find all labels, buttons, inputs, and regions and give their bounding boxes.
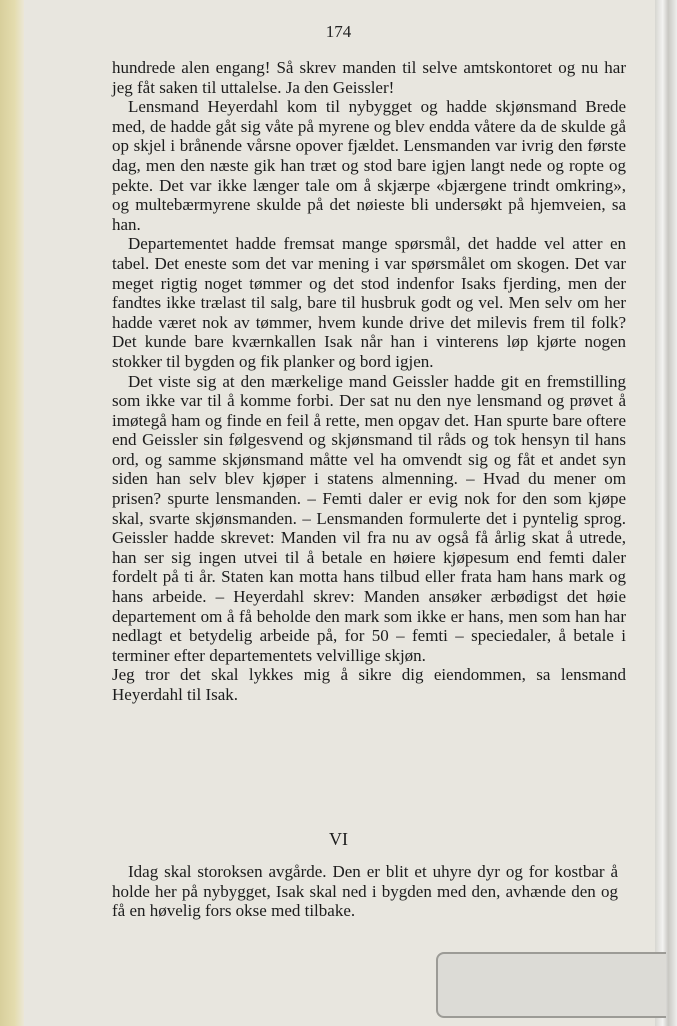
paragraph: hundrede alen engang! Så skrev manden til selve amtskontoret og nu har jeg fåt saken til uttalelse. Ja den Geissler!	[112, 58, 626, 97]
paragraph: Departementet hadde fremsat mange spørsmål, det hadde vel atter en tabel. Det eneste som det var mening i var spørsmålet om skogen. Det var meget rigtig noget tømmer og det stod indenfor Isaks fjerding, men der fandtes ikke trælast til salg, bare til husbruk godt og vel. Men selv om her hadde været nok av tømmer, hvem kunde drive det milevis frem til folk? Det kunde bare kværnkallen Isak når han i vinterens løp kjørte nogen stokker til bygden og fik planker og bord igjen.	[112, 234, 626, 371]
page-edge	[655, 0, 677, 1026]
paragraph: Lensmand Heyerdahl kom til nybygget og hadde skjønsmand Brede med, de hadde gåt sig våte på myrene og blev endda våtere da de skulde gå op skjel i brånende vårsne opover fjældet. Lensmanden var ivrig den første dag, men den næste gik han træt og stod bare igjen langt nede og ropte og pekte. Det var ikke længer tale om å skjærpe «bjærgene trindt omkring», og multebærmyrene skulde på det nøieste bli undersøkt på hjemveien, sa han.	[112, 97, 626, 234]
paragraph: Idag skal storoksen avgårde. Den er blit et uhyre dyr og for kostbar å holde her på nybygget, Isak skal ned i bygden med den, avhænde den og få en høvelig fors okse med tilbake.	[112, 862, 618, 921]
book-gutter	[0, 0, 24, 1026]
body-text	[112, 58, 626, 705]
chapter-title: VI	[329, 829, 348, 849]
page-number: 174	[325, 22, 352, 41]
chapter-body-text	[112, 862, 618, 921]
paragraph: Jeg tror det skal lykkes mig å sikre dig eiendommen, sa lensmand Heyerdahl til Isak.	[112, 665, 626, 704]
page-tab-outline	[436, 952, 666, 1018]
paragraph: Det viste sig at den mærkelige mand Geissler hadde git en fremstilling som ikke var til å komme forbi. Der sat nu den nye lensmand og prøvet å imøtegå ham og finde en feil å rette, men opgav det. Han spurte bare oftere end Geissler sin følgesvend og skjønsmand til råds og tok hensyn til hans ord, og samme skjønsmand måtte vel ha omvendt sig og fåt et andet syn siden han selv blev kjøper i statens almenning. – Hvad du mener om prisen? spurte lensmanden. – Femti daler er evig nok for den som kjøpe skal, svarte skjønsmanden. – Lensmanden formulerte det i pyntelig sprog. Geissler hadde skrevet: Manden vil fra nu av også få årlig skat å utrede, han ser sig ingen utvei til å betale en høiere kjøpesum end femti daler fordelt på ti år. Staten kan motta hans tilbud eller frata ham hans mark og hans arbeide. – Heyerdahl skrev: Manden ansøker ærbødigst det høie departement om å få beholde den mark som ikke er hans, men som han har nedlagt et betydelig arbeide på, for 50 – femti – speciedaler, å betale i terminer efter departementets velvillige skjøn.	[112, 371, 626, 665]
